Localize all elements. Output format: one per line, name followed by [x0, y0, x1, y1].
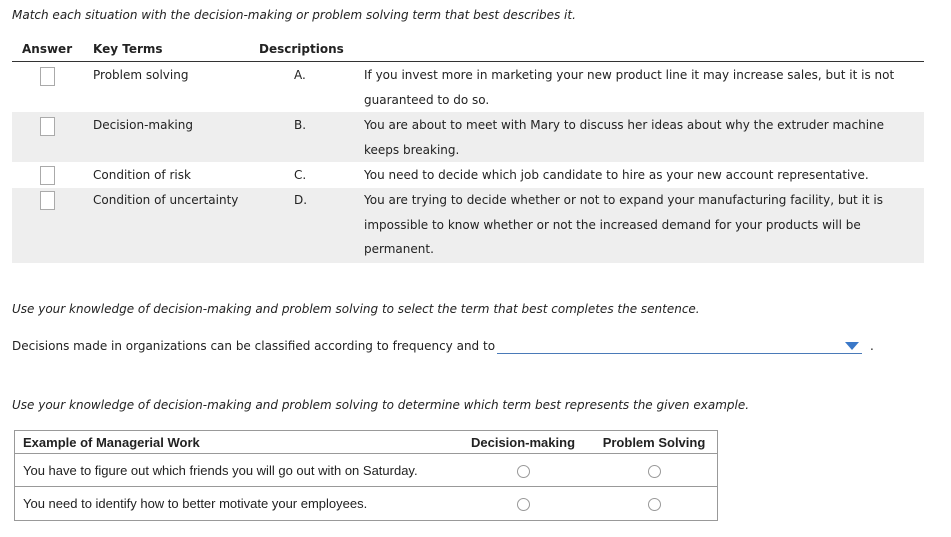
- description-letter: B.: [294, 118, 307, 132]
- instructions-sentence: Use your knowledge of decision-making and problem solving to select the term that best completes the sentence.: [12, 302, 700, 316]
- decision-making-radio[interactable]: [517, 498, 530, 511]
- answer-box[interactable]: [40, 191, 55, 210]
- classify-row: [15, 454, 718, 487]
- answer-box[interactable]: [40, 166, 55, 185]
- classify-table: [14, 430, 718, 521]
- key-term: Condition of risk: [93, 168, 191, 182]
- problem-solving-radio[interactable]: [648, 498, 661, 511]
- decision-making-radio[interactable]: [517, 465, 530, 478]
- example-text: You need to identify how to better motivate your employees.: [15, 487, 456, 521]
- answer-box[interactable]: [40, 67, 55, 86]
- description: You are about to meet with Mary to discuss her ideas about why the extruder machine keeps breaking.: [364, 118, 885, 157]
- matching-row: [12, 188, 924, 263]
- key-term: Decision-making: [93, 118, 193, 132]
- description: You are trying to decide whether or not to expand your manufacturing facility, but it is impossible to know whether or not the increased demand for your products will be permanent.: [364, 193, 884, 256]
- matching-table: [12, 40, 924, 263]
- instructions-classify: Use your knowledge of decision-making and problem solving to determine which term best represents the given example.: [12, 398, 750, 412]
- classify-header: [15, 431, 718, 454]
- answer-header: Answer: [22, 42, 73, 56]
- chevron-down-icon: [845, 342, 859, 350]
- key-term: Condition of uncertainty: [93, 193, 239, 207]
- sentence-period: .: [870, 339, 874, 353]
- decision-making-header: Decision-making: [455, 431, 591, 454]
- description-letter: C.: [294, 168, 307, 182]
- matching-row: [12, 162, 924, 188]
- description-letter: A.: [294, 68, 306, 82]
- key-term: Problem solving: [93, 68, 189, 82]
- example-header: Example of Managerial Work: [15, 431, 456, 454]
- description: You need to decide which job candidate to hire as your new account representative.: [364, 168, 869, 182]
- problem-solving-header: Problem Solving: [591, 431, 718, 454]
- answer-box[interactable]: [40, 117, 55, 136]
- classify-row: [15, 487, 718, 521]
- description: If you invest more in marketing your new product line it may increase sales, but it is not guaranteed to do so.: [364, 68, 895, 107]
- example-text: You have to figure out which friends you will go out with on Saturday.: [15, 454, 456, 487]
- instructions-matching: Match each situation with the decision-making or problem solving term that best describes it.: [12, 8, 576, 22]
- term-dropdown[interactable]: [497, 336, 862, 354]
- problem-solving-radio[interactable]: [648, 465, 661, 478]
- matching-row: [12, 62, 924, 112]
- description-letter: D.: [294, 193, 308, 207]
- matching-header: [12, 40, 924, 62]
- matching-row: [12, 112, 924, 162]
- sentence-text: Decisions made in organizations can be classified according to frequency and to: [12, 339, 496, 353]
- key-terms-header: Key Terms: [93, 42, 163, 56]
- descriptions-header: Descriptions: [259, 42, 344, 56]
